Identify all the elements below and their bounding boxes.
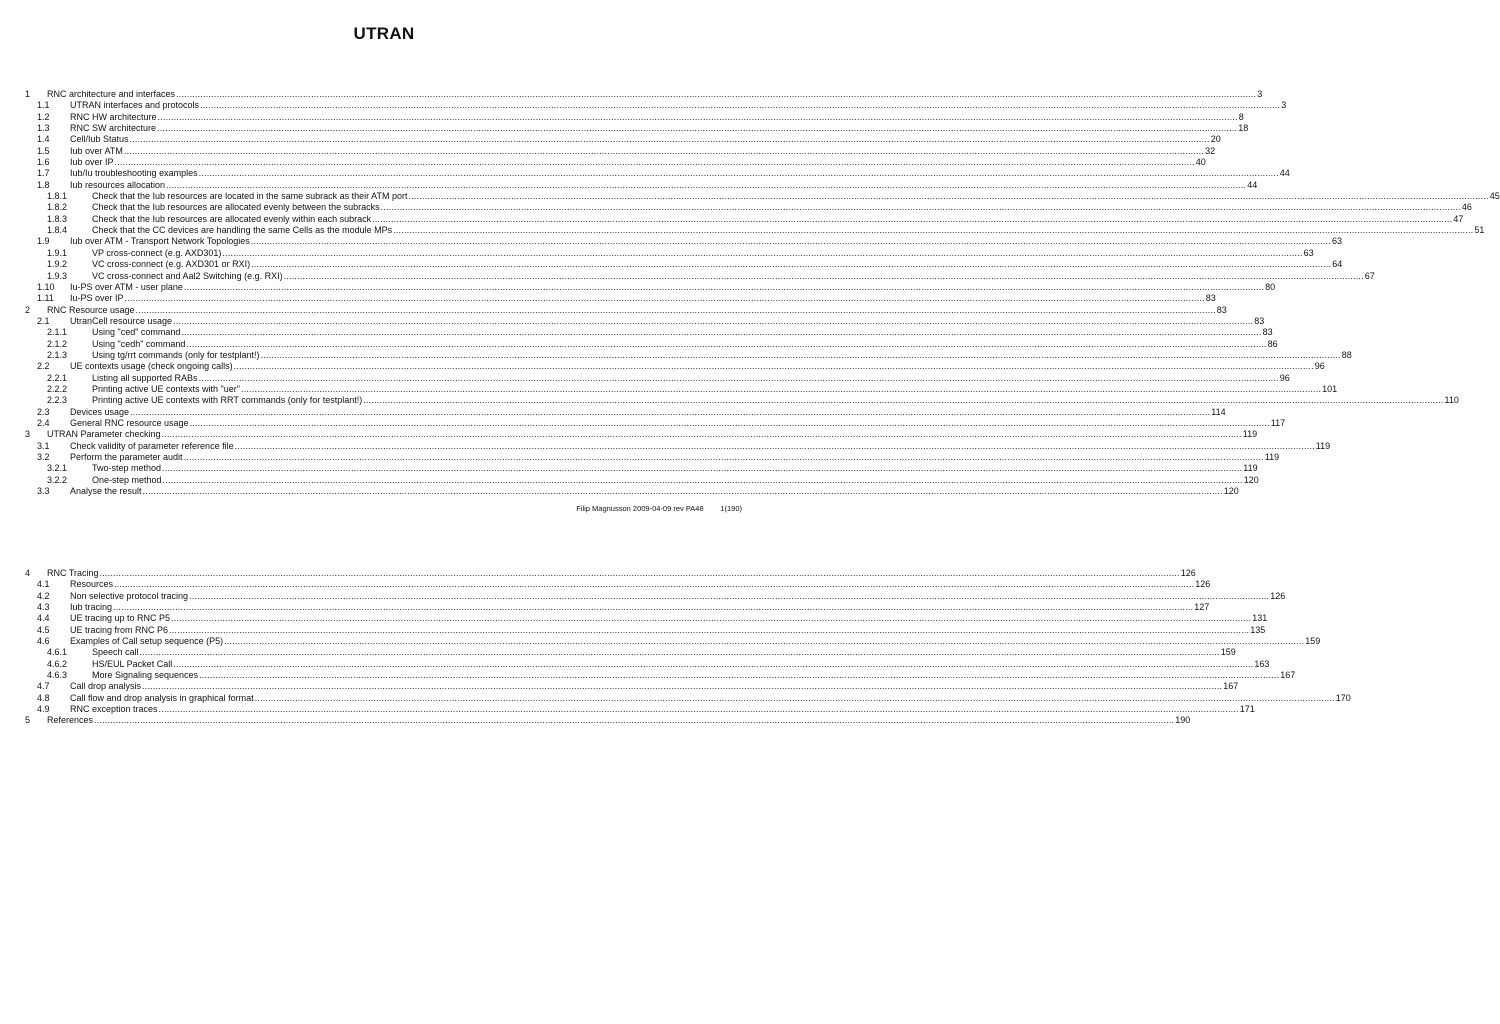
toc-entry-page: 45 [1489,191,1500,202]
toc-dot-leader: ................................................................................................................................................................................................................................................................................................................................................................................................................ [200,100,1281,111]
toc-entry-number: 1.9.2 [47,259,68,270]
toc-entry-title: Iub over ATM - Transport Network Topologies [70,236,250,247]
toc-entry-page: 119 [1264,452,1280,462]
toc-entry[interactable] [25,474,1259,486]
toc-entry-page: 120 [1243,474,1259,485]
toc-entry-page: 119 [1243,463,1258,474]
toc-entry-number: 3.3 [37,486,50,497]
toc-entry[interactable] [25,692,1351,704]
toc-dot-leader: ................................................................................................................................................................................................................................................................................................................................................................................................................ [162,474,1243,485]
toc-entry-title: Call flow and drop analysis in graphical format [70,692,254,703]
toc-entry-page: 64 [1332,259,1343,270]
toc-entry-title: One-step method [92,474,162,485]
toc-entry-number: 2.1 [37,315,50,326]
toc-entry-title: VP cross-connect (e.g. AXD301) [92,247,222,258]
toc-entry-number: 2.2 [37,361,50,372]
toc-entry-page: 159 [1305,636,1321,647]
toc-entry-page: 40 [1195,157,1206,168]
toc-dot-leader: ................................................................................................................................................................................................................................................................................................................................................................................................................ [130,406,1211,417]
toc-dot-leader: ................................................................................................................................................................................................................................................................................................................................................................................................................ [186,338,1267,349]
toc-dot-leader: ................................................................................................................................................................................................................................................................................................................................................................................................................ [181,327,1262,338]
toc-entry-title: UE tracing up to RNC P5 [70,613,171,624]
toc-dot-leader: ................................................................................................................................................................................................................................................................................................................................................................................................................ [123,145,1205,156]
toc-entry-page: 44 [1247,179,1258,190]
toc-entry-title: General RNC resource usage [70,417,189,428]
toc-entry[interactable] [25,406,1226,418]
toc-entry[interactable] [25,579,1211,590]
toc-dot-leader: ................................................................................................................................................................................................................................................................................................................................................................................................................ [166,179,1247,190]
toc-entry-title: UTRAN interfaces and protocols [70,100,200,111]
toc-entry-title: Iub resources allocation [70,179,166,190]
toc-entry-page: 167 [1223,681,1239,692]
toc-dot-leader: ................................................................................................................................................................................................................................................................................................................................................................................................................ [171,613,1252,624]
toc-entry-title: Perform the parameter audit [70,452,183,462]
toc-entry[interactable] [25,281,1276,293]
toc-entry[interactable] [25,715,1191,726]
toc-entry-title: RNC Resource usage [47,304,135,315]
toc-dot-leader: ................................................................................................................................................................................................................................................................................................................................................................................................................ [233,361,1314,372]
toc-entry-number: 1.2 [37,111,50,122]
toc-entry-page: 163 [1254,658,1270,669]
toc-entry-title: Examples of Call setup sequence (P5) [70,636,224,647]
toc-entry[interactable] [25,647,1236,658]
toc-entry-number: 2.1.2 [47,338,68,349]
toc-entry-title: UE tracing from RNC P6 [70,624,169,635]
toc-entry-number: 2.3 [37,406,50,417]
toc-entry-page: 83 [1254,315,1265,326]
toc-entry-title: Check that the Iub resources are allocated evenly between the subracks [92,202,380,213]
toc-entry-title: RNC Tracing [47,568,99,578]
toc-entry-title: RNC SW architecture [70,123,157,134]
toc-dot-leader: ................................................................................................................................................................................................................................................................................................................................................................................................................ [189,417,1270,428]
toc-entry[interactable] [25,168,1290,179]
toc-entry-number: 4.2 [37,590,50,601]
toc-entry[interactable] [25,304,1227,316]
toc-entry-page: 63 [1331,236,1342,247]
toc-entry[interactable] [25,191,1500,202]
toc-dot-leader: ................................................................................................................................................................................................................................................................................................................................................................................................................ [283,270,1364,281]
toc-entry-page: 67 [1364,270,1375,281]
toc-dot-leader: ................................................................................................................................................................................................................................................................................................................................................................................................................ [142,681,1223,692]
toc-entry-number: 2.1.1 [47,327,68,338]
toc-entry-title: Check validity of parameter reference file [70,440,234,451]
toc-dot-leader: ................................................................................................................................................................................................................................................................................................................................................................................................................ [222,247,1303,258]
toc-entry-number: 3.2.1 [47,463,68,474]
toc-entry-page: 171 [1239,704,1255,715]
toc-dot-leader: ................................................................................................................................................................................................................................................................................................................................................................................................................ [114,579,1195,590]
toc-entry-title: Call drop analysis [70,681,142,692]
toc-dot-leader: ................................................................................................................................................................................................................................................................................................................................................................................................................ [363,395,1444,406]
toc-entry[interactable] [25,395,1459,406]
toc-entry-number: 4.5 [37,624,50,635]
toc-entry-page: 3 [1257,89,1263,99]
toc-dot-leader: ................................................................................................................................................................................................................................................................................................................................................................................................................ [234,440,1315,451]
toc-entry-title: More Signaling sequences [92,670,199,681]
toc-entry[interactable] [25,429,1258,440]
toc-dot-leader: ................................................................................................................................................................................................................................................................................................................................................................................................................ [380,202,1461,213]
toc-entry-page: 114 [1211,406,1226,417]
toc-entry[interactable] [25,89,1263,100]
toc-entry[interactable] [25,372,1290,384]
toc-dot-leader: ................................................................................................................................................................................................................................................................................................................................................................................................................ [240,383,1322,394]
toc-dot-leader: ................................................................................................................................................................................................................................................................................................................................................................................................................ [198,372,1279,383]
toc-entry[interactable] [25,123,1249,134]
toc-entry-page: 86 [1267,338,1278,349]
toc-entry-page: 110 [1444,395,1459,406]
toc-entry-number: 4.9 [37,704,50,715]
toc-entry-number: 1.9 [37,236,50,247]
toc-entry-title: Check that the Iub resources are located in the same subrack as their ATM port [92,191,408,202]
toc-entry-number: 3.1 [37,440,50,451]
toc-entry-number: 1.3 [37,123,50,134]
toc-dot-leader: ................................................................................................................................................................................................................................................................................................................................................................................................................ [251,259,1332,270]
toc-entry-page: 46 [1461,202,1472,213]
toc-entry-number: 3 [25,429,31,440]
toc-entry-number: 1.8.1 [47,191,68,202]
toc-entry-title: UtranCell resource usage [70,315,173,326]
toc-entry-page: 47 [1453,213,1464,224]
toc-entry-number: 2.2.3 [47,395,68,406]
toc-entry-number: 1.6 [37,157,50,168]
toc-dot-leader: ................................................................................................................................................................................................................................................................................................................................................................................................................ [372,213,1453,224]
toc-entry-number: 4.8 [37,692,50,703]
toc-entry[interactable] [25,568,1196,579]
toc-entry-title: Iub/Iu troubleshooting examples [70,168,198,179]
toc-dot-leader: ................................................................................................................................................................................................................................................................................................................................................................................................................ [260,349,1341,360]
toc-entry-number: 5 [25,715,31,726]
toc-dot-leader: ................................................................................................................................................................................................................................................................................................................................................................................................................ [114,157,1195,168]
toc-entry-number: 4.7 [37,681,50,692]
toc-entry-title: Cell/Iub Status [70,134,129,145]
toc-entry-title: Using "cedh" command [92,338,186,349]
toc-dot-leader: ................................................................................................................................................................................................................................................................................................................................................................................................................ [224,636,1305,647]
toc-dot-leader: ................................................................................................................................................................................................................................................................................................................................................................................................................ [94,715,1175,726]
toc-entry-title: Iub over IP [70,157,114,168]
toc-dot-leader: ................................................................................................................................................................................................................................................................................................................................................................................................................ [162,463,1243,474]
toc-dot-leader: ................................................................................................................................................................................................................................................................................................................................................................................................................ [135,304,1216,315]
toc-entry-title: Iu-PS over IP [70,293,124,304]
toc-entry[interactable] [25,602,1210,613]
toc-entry-title: Printing active UE contexts with "uer" [92,383,240,394]
toc-entry-number: 1.8.4 [47,225,68,236]
toc-entry-number: 2.1.3 [47,349,68,360]
toc-entry-number: 1.11 [37,293,54,304]
toc-entry[interactable] [25,658,1270,670]
toc-dot-leader: ................................................................................................................................................................................................................................................................................................................................................................................................................ [199,670,1280,681]
toc-entry-number: 4.6.3 [47,670,68,681]
toc-entry-page: 126 [1270,590,1286,601]
toc-entry[interactable] [25,270,1375,282]
toc-entry[interactable] [25,293,1216,304]
toc-entry-title: Speech call [92,647,139,658]
toc-entry-title: RNC exception traces [70,704,158,715]
toc-entry-title: VC cross-connect (e.g. AXD301 or RXI) [92,259,251,270]
toc-dot-leader: ................................................................................................................................................................................................................................................................................................................................................................................................................ [99,568,1180,578]
toc-entry[interactable] [25,486,1239,497]
toc-entry[interactable] [25,100,1287,111]
toc-entry[interactable] [25,236,1342,247]
toc-dot-leader: ................................................................................................................................................................................................................................................................................................................................................................................................................ [139,647,1220,658]
toc-entry-number: 4.3 [37,602,50,613]
toc-entry[interactable] [25,225,1485,236]
toc-dot-leader: ................................................................................................................................................................................................................................................................................................................................................................................................................ [198,168,1279,179]
toc-dot-leader: ................................................................................................................................................................................................................................................................................................................................................................................................................ [183,452,1264,462]
toc-entry-page: 101 [1322,383,1338,394]
toc-entry[interactable] [25,338,1278,350]
toc-dot-leader: ................................................................................................................................................................................................................................................................................................................................................................................................................ [157,111,1238,122]
toc-entry[interactable] [25,361,1325,372]
toc-entry[interactable] [25,624,1266,636]
toc-dot-leader: ................................................................................................................................................................................................................................................................................................................................................................................................................ [189,590,1270,601]
toc-dot-leader: ................................................................................................................................................................................................................................................................................................................................................................................................................ [129,134,1210,145]
toc-entry-title: Iu-PS over ATM - user plane [70,281,183,292]
toc-entry-title: Printing active UE contexts with RRT commands (only for testplant!) [92,395,363,406]
toc-entry-title: UTRAN Parameter checking [47,429,161,440]
toc-entry[interactable] [25,145,1216,157]
toc-entry-number: 1.9.3 [47,270,68,281]
toc-entry-title: RNC architecture and interfaces [47,89,176,99]
toc-dot-leader: ................................................................................................................................................................................................................................................................................................................................................................................................................ [169,624,1250,635]
toc-entry[interactable] [25,111,1244,123]
toc-entry-page: 83 [1205,293,1216,304]
toc-entry-page: 63 [1303,247,1314,258]
toc-entry-number: 1.10 [37,281,55,292]
toc-entry-page: 127 [1194,602,1210,613]
toc-entry-number: 3.2.2 [47,474,68,485]
toc-entry-number: 1.5 [37,145,50,156]
toc-entry-page: 8 [1238,111,1244,122]
toc-entry-page: 96 [1279,372,1290,383]
toc-entry-page: 170 [1335,692,1351,703]
toc-dot-leader: ................................................................................................................................................................................................................................................................................................................................................................................................................ [173,315,1254,326]
toc-entry-page: 131 [1252,613,1268,624]
toc-dot-leader: ................................................................................................................................................................................................................................................................................................................................................................................................................ [173,658,1254,669]
toc-entry-title: HS/EUL Packet Call [92,658,173,669]
toc-entry[interactable] [25,383,1338,395]
toc-entry-number: 1.7 [37,168,50,179]
toc-entry-title: Devices usage [70,406,130,417]
toc-entry-page: 190 [1175,715,1191,726]
toc-entry-page: 119 [1315,440,1331,451]
toc-entry-title: Check that the CC devices are handling the same Cells as the module MPs [92,225,393,236]
toc-dot-leader: ................................................................................................................................................................................................................................................................................................................................................................................................................ [250,236,1331,247]
toc-entry-number: 1.1 [37,100,50,111]
toc-dot-leader: ................................................................................................................................................................................................................................................................................................................................................................................................................ [113,602,1194,613]
toc-entry[interactable] [25,213,1464,225]
toc-entry-title: References [47,715,94,726]
toc-entry-number: 2 [25,304,31,315]
toc-entry-title: Non selective protocol tracing [70,590,189,601]
toc-entry[interactable] [25,452,1280,463]
toc-dot-leader: ................................................................................................................................................................................................................................................................................................................................................................................................................ [254,692,1335,703]
toc-entry[interactable] [25,417,1286,429]
toc-entry-page: 88 [1341,349,1352,360]
toc-entry-title: Listing all supported RABs [92,372,198,383]
toc-entry[interactable] [25,259,1343,270]
page-footer: Filip Magnusson 2009-04-09 rev PA48 1(190) [576,504,742,513]
toc-entry-number: 1.9.1 [47,247,68,258]
toc-entry-title: RNC HW architecture [70,111,157,122]
toc-entry-page: 83 [1216,304,1227,315]
toc-entry-title: Resources [70,579,114,590]
toc-entry-page: 20 [1210,134,1221,145]
toc-entry-number: 1.8.3 [47,213,68,224]
toc-dot-leader: ................................................................................................................................................................................................................................................................................................................................................................................................................ [408,191,1489,202]
toc-entry-page: 117 [1270,417,1286,428]
toc-entry-page: 44 [1279,168,1290,179]
toc-entry[interactable] [25,681,1239,692]
toc-dot-leader: ................................................................................................................................................................................................................................................................................................................................................................................................................ [393,225,1474,236]
toc-entry[interactable] [25,179,1258,191]
toc-entry[interactable] [25,134,1221,145]
toc-entry-title: VC cross-connect and Aal2 Switching (e.g. RXI) [92,270,283,281]
toc-entry-number: 4 [25,568,31,578]
toc-entry-number: 4.1 [37,579,50,590]
toc-entry-page: 167 [1280,670,1296,681]
toc-entry[interactable] [25,247,1314,259]
toc-entry-page: 126 [1195,579,1211,590]
toc-entry[interactable] [25,463,1258,474]
toc-entry[interactable] [25,590,1286,602]
toc-entry-page: 32 [1205,145,1216,156]
toc-entry-number: 1 [25,89,31,99]
toc-entry-page: 120 [1223,486,1239,497]
toc-entry[interactable] [25,670,1296,681]
toc-block-2 [25,568,1351,727]
toc-entry[interactable] [25,636,1321,647]
toc-entry-title: UE contexts usage (check ongoing calls) [70,361,233,372]
toc-entry-page: 96 [1314,361,1325,372]
toc-entry-number: 2.4 [37,417,50,428]
toc-entry-page: 135 [1250,624,1266,635]
toc-entry-page: 3 [1281,100,1287,111]
toc-dot-leader: ................................................................................................................................................................................................................................................................................................................................................................................................................ [158,704,1239,715]
toc-entry-number: 4.6 [37,636,50,647]
toc-entry-title: Using tg/rrt commands (only for testplant!) [92,349,260,360]
toc-entry-number: 4.6.1 [47,647,68,658]
page-title: UTRAN [353,24,415,43]
toc-dot-leader: ................................................................................................................................................................................................................................................................................................................................................................................................................ [161,429,1242,440]
toc-entry-title: Analyse the result [70,486,142,497]
toc-dot-leader: ................................................................................................................................................................................................................................................................................................................................................................................................................ [157,123,1238,134]
toc-entry-page: 126 [1180,568,1196,578]
toc-entry-page: 83 [1262,327,1273,338]
toc-entry[interactable] [25,202,1472,213]
toc-entry-title: Iub tracing [70,602,113,613]
toc-block-1 [25,89,1500,497]
toc-dot-leader: ................................................................................................................................................................................................................................................................................................................................................................................................................ [176,89,1257,99]
toc-entry-title: Using "ced" command [92,327,181,338]
toc-entry-number: 4.6.2 [47,658,68,669]
toc-entry-page: 80 [1265,281,1276,292]
toc-entry-number: 1.8 [37,179,50,190]
toc-entry[interactable] [25,349,1352,361]
toc-entry-number: 3.2 [37,452,50,462]
toc-entry-page: 51 [1474,225,1485,236]
toc-dot-leader: ................................................................................................................................................................................................................................................................................................................................................................................................................ [183,281,1265,292]
toc-dot-leader: ................................................................................................................................................................................................................................................................................................................................................................................................................ [124,293,1205,304]
toc-entry-title: Check that the Iub resources are allocated evenly within each subrack [92,213,372,224]
toc-dot-leader: ................................................................................................................................................................................................................................................................................................................................................................................................................ [142,486,1223,497]
toc-entry-number: 2.2.2 [47,383,68,394]
toc-entry-number: 4.4 [37,613,50,624]
toc-entry[interactable] [25,315,1265,327]
toc-entry-number: 1.4 [37,134,50,145]
toc-entry-page: 119 [1242,429,1258,440]
toc-entry[interactable] [25,327,1273,338]
toc-entry[interactable] [25,704,1255,715]
toc-entry-number: 2.2.1 [47,372,68,383]
toc-entry-page: 18 [1238,123,1249,134]
toc-entry-title: Iub over ATM [70,145,123,156]
toc-entry[interactable] [25,440,1331,452]
toc-entry-number: 1.8.2 [47,202,68,213]
toc-entry-page: 159 [1220,647,1236,658]
toc-entry-title: Two-step method [92,463,162,474]
toc-entry[interactable] [25,613,1268,624]
toc-entry[interactable] [25,157,1206,168]
